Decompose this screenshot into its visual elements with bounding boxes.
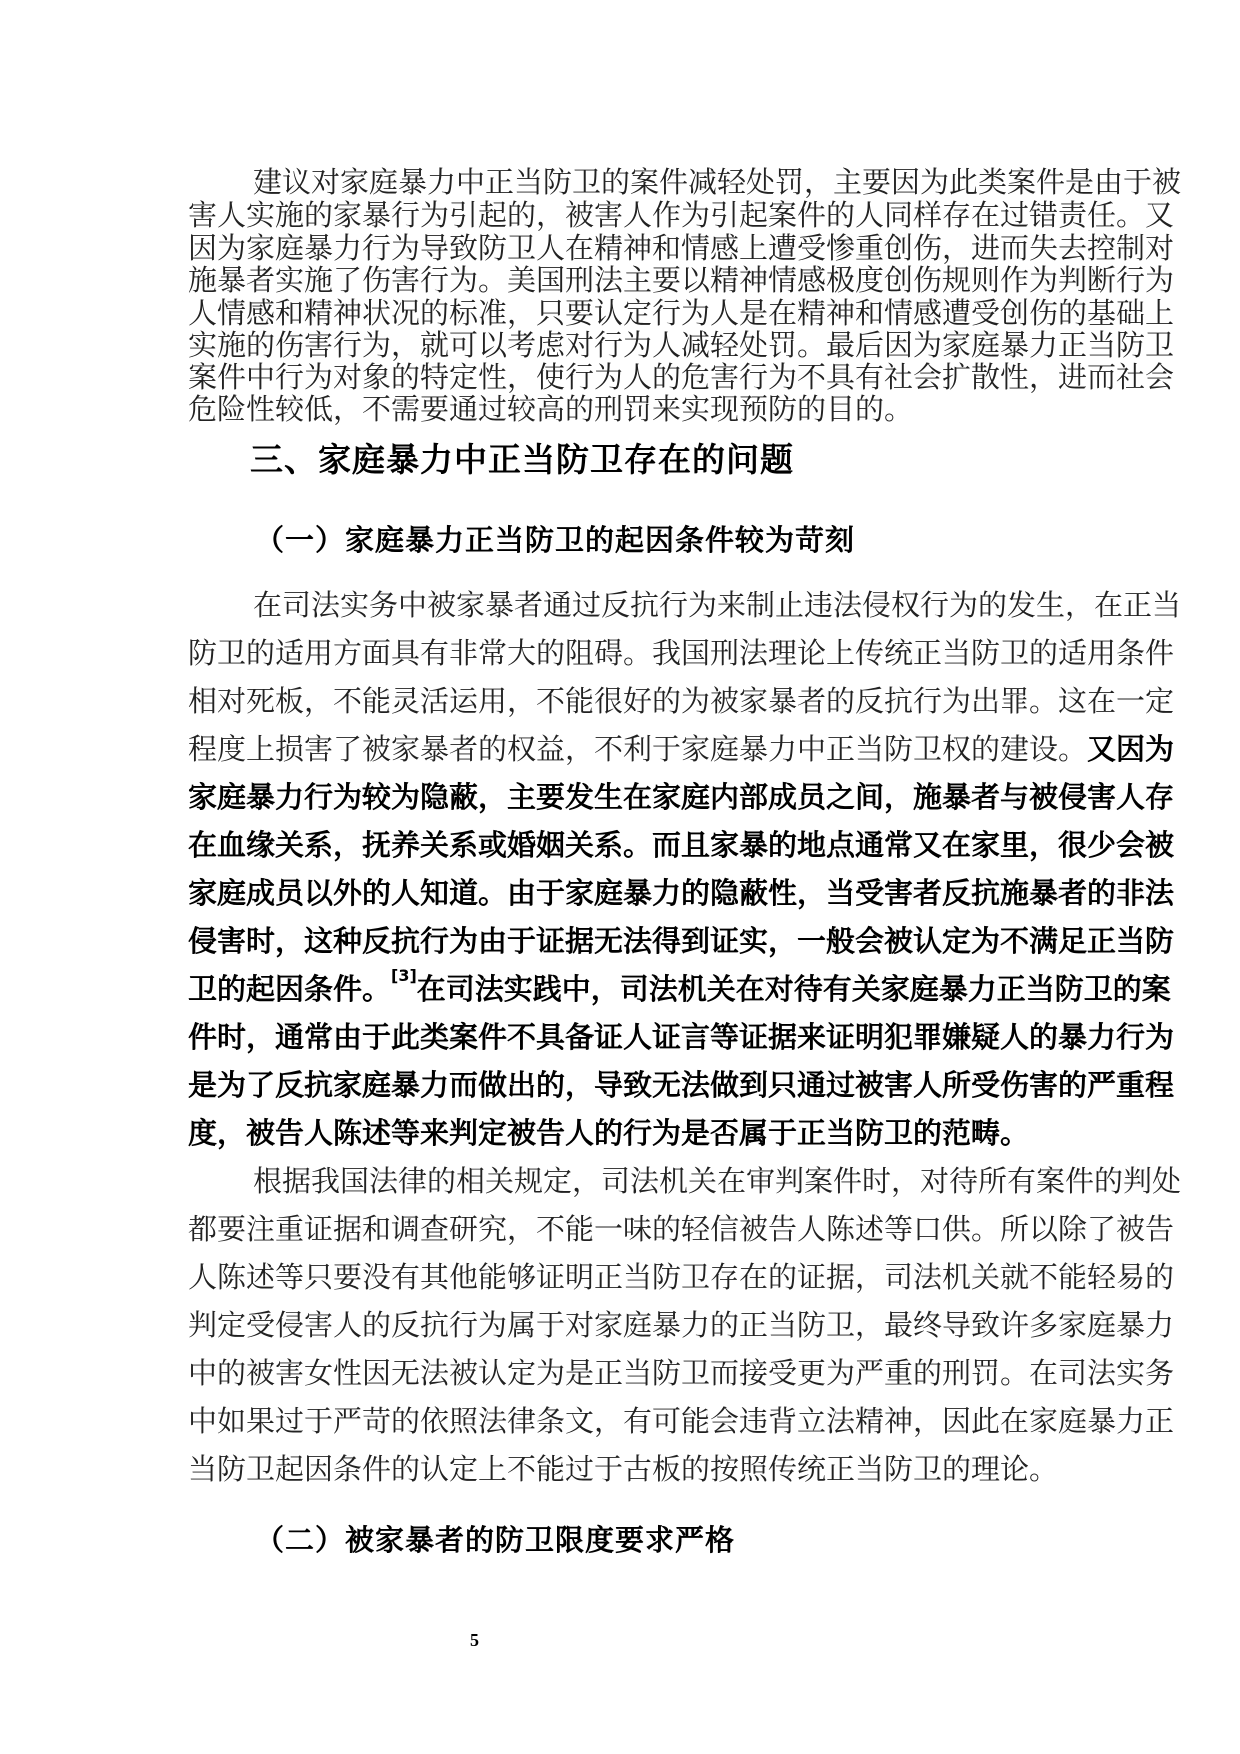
normal-text: 程度上损害了被家暴者的权益，不利于家庭暴力中正当防卫权的建设。 [188,732,1088,766]
text-line: 危险性较低，不需要通过较高的刑罚来实现预防的目的。 [188,392,914,426]
text-line: 因为家庭暴力行为导致防卫人在精神和情感上遭受惨重创伤，进而失去控制对 [188,231,1175,265]
text-line: 相对死板，不能灵活运用，不能很好的为被家暴者的反抗行为出罪。这在一定 [188,684,1175,718]
text-line: 中的被害女性因无法被认定为是正当防卫而接受更为严重的刑罚。在司法实务 [188,1356,1175,1390]
text-line: 都要注重证据和调查研究，不能一味的轻信被告人陈述等口供。所以除了被告 [188,1212,1175,1246]
text-line: 在司法实务中被家暴者通过反抗行为来制止违法侵权行为的发生，在正当 [253,588,1182,622]
bold-text-line: 度，被告人陈述等来判定被告人的行为是否属于正当防卫的范畴。 [188,1116,1030,1150]
text-line: 实施的伤害行为，就可以考虑对行为人减轻处罚。最后因为家庭暴力正当防卫 [188,328,1175,362]
bold-text-line-with-citation [188,966,1171,1006]
text-line: 当防卫起因条件的认定上不能过于古板的按照传统正当防卫的理论。 [188,1452,1059,1486]
text-line: 建议对家庭暴力中正当防卫的案件减轻处罚，主要因为此类案件是由于被 [253,165,1182,199]
bold-text-line: 侵害时，这种反抗行为由于证据无法得到证实，一般会被认定为不满足正当防 [188,924,1175,958]
bold-text-line: 家庭成员以外的人知道。由于家庭暴力的隐蔽性，当受害者反抗施暴者的非法 [188,876,1175,910]
text-line: 防卫的适用方面具有非常大的阻碍。我国刑法理论上传统正当防卫的适用条件 [188,636,1175,670]
citation-reference: [3] [391,966,417,985]
subsection-heading-2: （二）被家暴者的防卫限度要求严格 [255,1523,736,1557]
text-line: 施暴者实施了伤害行为。美国刑法主要以精神情感极度创伤规则作为判断行为 [188,263,1175,297]
bold-text: 在司法实践中，司法机关在对待有关家庭暴力正当防卫的案 [416,972,1171,1006]
text-line: 害人实施的家暴行为引起的，被害人作为引起案件的人同样存在过错责任。又 [188,198,1175,232]
text-line: 人陈述等只要没有其他能够证明正当防卫存在的证据，司法机关就不能轻易的 [188,1260,1175,1294]
page-number: 5 [470,1630,479,1650]
text-line: 中如果过于严苛的依照法律条文，有可能会违背立法精神，因此在家庭暴力正 [188,1404,1175,1438]
subsection-heading-1: （一）家庭暴力正当防卫的起因条件较为苛刻 [255,523,856,557]
bold-text: 又因为 [1087,732,1175,766]
text-line-mixed [188,732,1175,766]
text-line: 人情感和精神状况的标准，只要认定行为人是在精神和情感遭受创伤的基础上 [188,296,1175,330]
bold-text: 卫的起因条件。 [188,972,392,1006]
text-line: 判定受侵害人的反抗行为属于对家庭暴力的正当防卫，最终导致许多家庭暴力 [188,1308,1175,1342]
section-heading: 三、家庭暴力中正当防卫存在的问题 [250,440,794,479]
text-line: 案件中行为对象的特定性，使行为人的危害行为不具有社会扩散性，进而社会 [188,360,1175,394]
bold-text-line: 家庭暴力行为较为隐蔽，主要发生在家庭内部成员之间，施暴者与被侵害人存 [188,780,1175,814]
bold-text-line: 在血缘关系，抚养关系或婚姻关系。而且家暴的地点通常又在家里，很少会被 [188,828,1175,862]
bold-text-line: 是为了反抗家庭暴力而做出的，导致无法做到只通过被害人所受伤害的严重程 [188,1068,1175,1102]
bold-text-line: 件时，通常由于此类案件不具备证人证言等证据来证明犯罪嫌疑人的暴力行为 [188,1020,1175,1054]
text-line: 根据我国法律的相关规定，司法机关在审判案件时，对待所有案件的判处 [253,1164,1182,1198]
